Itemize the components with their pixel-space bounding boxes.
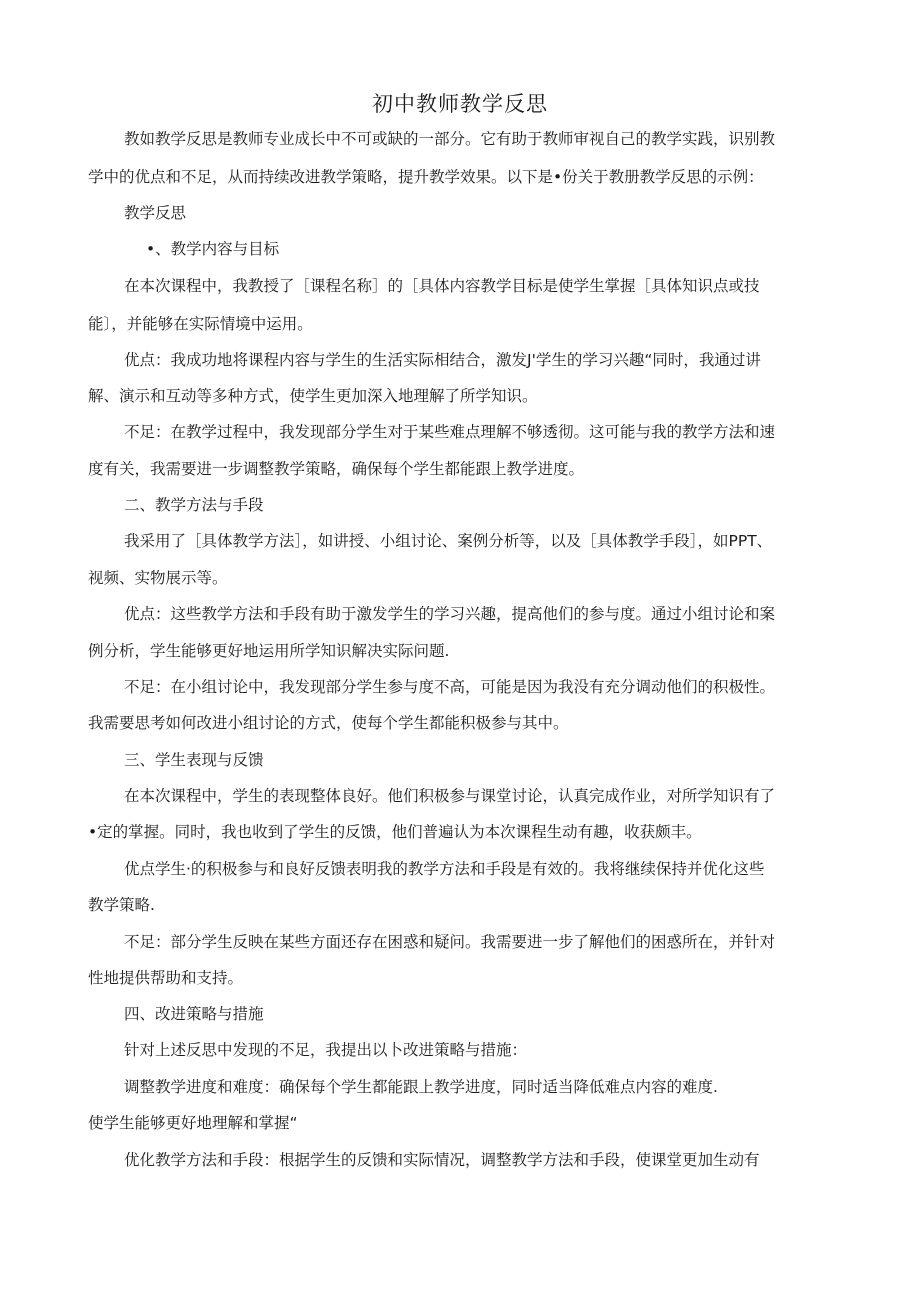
paragraph-line: 例分析，学生能够更好地运用所学知识解决实际问题. <box>88 642 450 660</box>
paragraph-line: 解、演示和互动等多种方式，使学生更加深入地理解了所学知识。 <box>88 387 538 405</box>
paragraph-line: 不足：在小组讨论中，我发现部分学生参与度不高，可能是因为我没有充分调动他们的积极性。 <box>124 678 776 696</box>
paragraph-line: 在本次课程中，学生的表现整体良好。他们积极参与课堂讨论，认真完成作业，对所学知识有了 <box>124 787 776 805</box>
paragraph-line: 不足：在教学过程中，我发现部分学生对于某些难点理解不够透彻。这可能与我的教学方法和速 <box>124 423 776 441</box>
paragraph-line: 针对上述反思中发现的不足，我提出以卜改进策略与措施： <box>124 1041 528 1059</box>
paragraph-line: 优点：这些教学方法和手段有助于激发学生的学习兴趣，提高他们的参与度。通过小组讨论和案 <box>124 605 776 623</box>
paragraph-line: 学中的优点和不足，从而持续改进教学策略，提升教学效果。以下是•份关于教册教学反思的示例： <box>88 168 764 186</box>
paragraph-line: 我采用了［具体教学方法］，如讲授、小组讨论、案例分析等，以及［具体教学手段］，如PPT、 <box>124 532 773 550</box>
document-title: 初中教师教学反思 <box>372 92 548 116</box>
paragraph-line: 能〕，并能够在实际情境中运用。 <box>88 315 313 333</box>
paragraph-line: 度有关，我需要进一步调整教学策略，确保每个学生都能跟上教学进度。 <box>88 460 585 478</box>
paragraph-line: 视频、实物展示等。 <box>88 569 228 587</box>
paragraph-line: •定的掌握。同时，我也收到了学生的反馈，他们普遍认为本次课程生动有趣，收获颇丰。 <box>88 823 702 841</box>
paragraph-line: 优点学生·的积极参与和良好反馈表明我的教学方法和手段是有效的。我将继续保持并优化这些 <box>124 860 765 878</box>
section-heading: 二、教学方法与手段 <box>124 496 264 514</box>
paragraph-line: 不足：部分学生反映在某些方面还存在困惑和疑问。我需要进一步了解他们的困惑所在，并针对 <box>124 933 776 951</box>
paragraph-line: 使学生能够更好地理解和掌握“ <box>88 1114 298 1132</box>
section-heading: 教学反思 <box>124 204 187 222</box>
paragraph-line: 优化教学方法和手段：根据学生的反馈和实际情况，调整教学方法和手段，使课堂更加生动有 <box>124 1151 760 1169</box>
paragraph-line: 在本次课程中，我教授了［课程名称］的［具体内容教学目标是使学生掌握［具体知识点或技 <box>124 277 760 295</box>
paragraph-line: 教如教学反思是教师专业成长中不可或缺的一部分。它有助于教师审视自己的教学实践，识别教 <box>124 130 776 148</box>
paragraph-line: 我需要思考如何改进小组讨论的方式，使每个学生都能积极参与其中。 <box>88 714 569 732</box>
section-heading: 三、学生表现与反馈 <box>124 751 264 769</box>
paragraph-line: 性地提供帮助和支持。 <box>88 969 244 987</box>
paragraph-line: 优点：我成功地将课程内容与学生的生活实际相结合，激发J'学生的学习兴趣“同时，我通过讲 <box>124 351 761 369</box>
paragraph-line: 教学策略. <box>88 896 155 914</box>
section-heading: 四、改进策略与措施 <box>124 1005 264 1023</box>
paragraph-line: 调整教学进度和难度：确保每个学生都能跟上教学进度，同时适当降低难点内容的难度. <box>124 1078 718 1096</box>
section-heading: •、教学内容与目标 <box>146 240 280 258</box>
